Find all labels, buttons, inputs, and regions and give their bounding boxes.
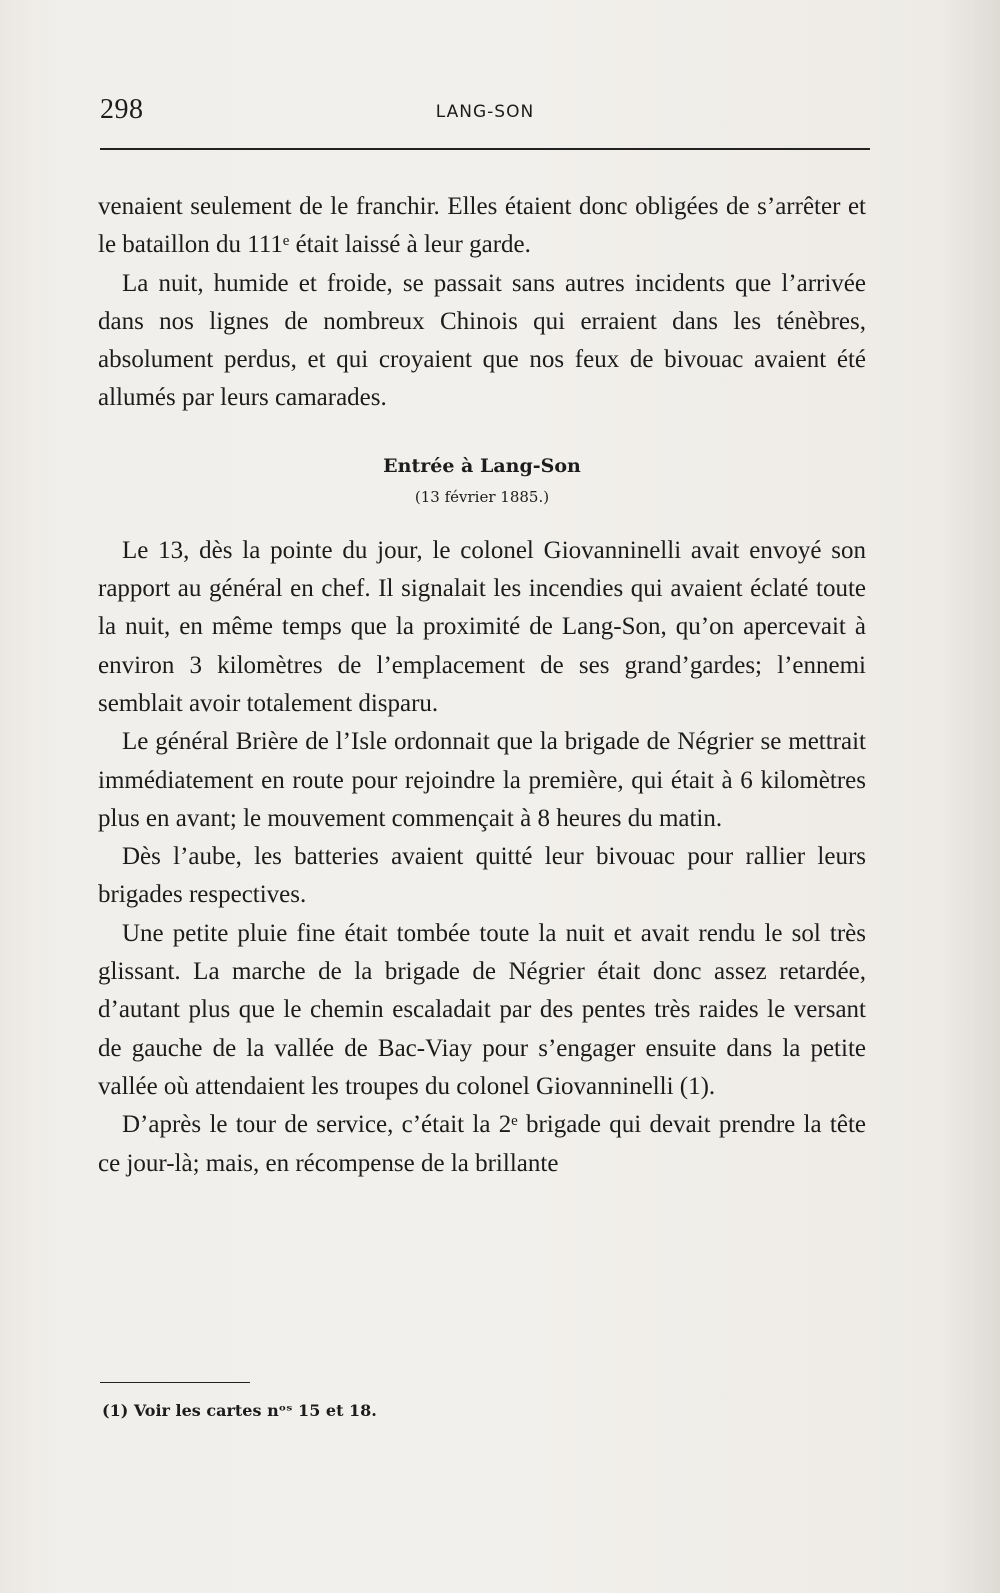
page-header — [100, 92, 870, 132]
paragraph: Dès l’aube, les batteries avaient quitté leur bivouac pour rallier leurs brigades respectives. — [98, 843, 866, 909]
paragraph: Le général Brière de l’Isle ordonnait que la brigade de Négrier se mettrait immédiatement en route pour rejoindre la première, qui était à 6 kilomètres plus en avant; le mouvement commençait à 8 heures du matin. — [98, 728, 866, 832]
footnote: (1) Voir les cartes nᵒˢ 15 et 18. — [102, 1401, 377, 1420]
page-number: 298 — [100, 94, 144, 125]
section-date: (13 février 1885.) — [414, 487, 550, 506]
paragraph: Le 13, dès la pointe du jour, le colonel Giovanninelli avait envoyé son rapport au général en chef. Il signalait les incendies qui avaient éclaté toute la nuit, en même temps que la proximité de Lang-Son, qu’on apercevait à environ 3 kilomètres de l’emplacement de ses grand’gardes; l’ennemi semblait avoir totalement disparu. — [98, 536, 866, 717]
paragraph: venaient seulement de le franchir. Elles étaient donc obligées de s’arrêter et le bataillon du 111ᵉ était laissé à leur garde. — [98, 193, 866, 259]
footnote-rule — [100, 1382, 250, 1383]
paragraph: Une petite pluie fine était tombée toute la nuit et avait rendu le sol très glissant. La marche de la brigade de Négrier était donc assez retardée, d’autant plus que le chemin escaladait par des pentes très raides le versant de gauche de la vallée de Bac-Viay pour s’engager ensuite dans la petite vallée où attendaient les troupes du colonel Giovanninelli (1). — [98, 919, 866, 1100]
header-rule — [100, 148, 870, 150]
page-body — [98, 188, 866, 1183]
running-title: LANG-SON — [435, 102, 535, 122]
paragraph: La nuit, humide et froide, se passait sans autres incidents que l’arrivée dans nos lignes de nombreux Chinois qui erraient dans les ténèbres, absolument perdus, et qui croyaient que nos feux de bivouac avaient été allumés par leurs camarades. — [98, 269, 866, 412]
paragraph: D’après le tour de service, c’était la 2ᵉ brigade qui devait prendre la tête ce jour-là; mais, en récompense de la brillante — [98, 1111, 866, 1177]
section-title: Entrée à Lang-Son — [383, 454, 581, 477]
